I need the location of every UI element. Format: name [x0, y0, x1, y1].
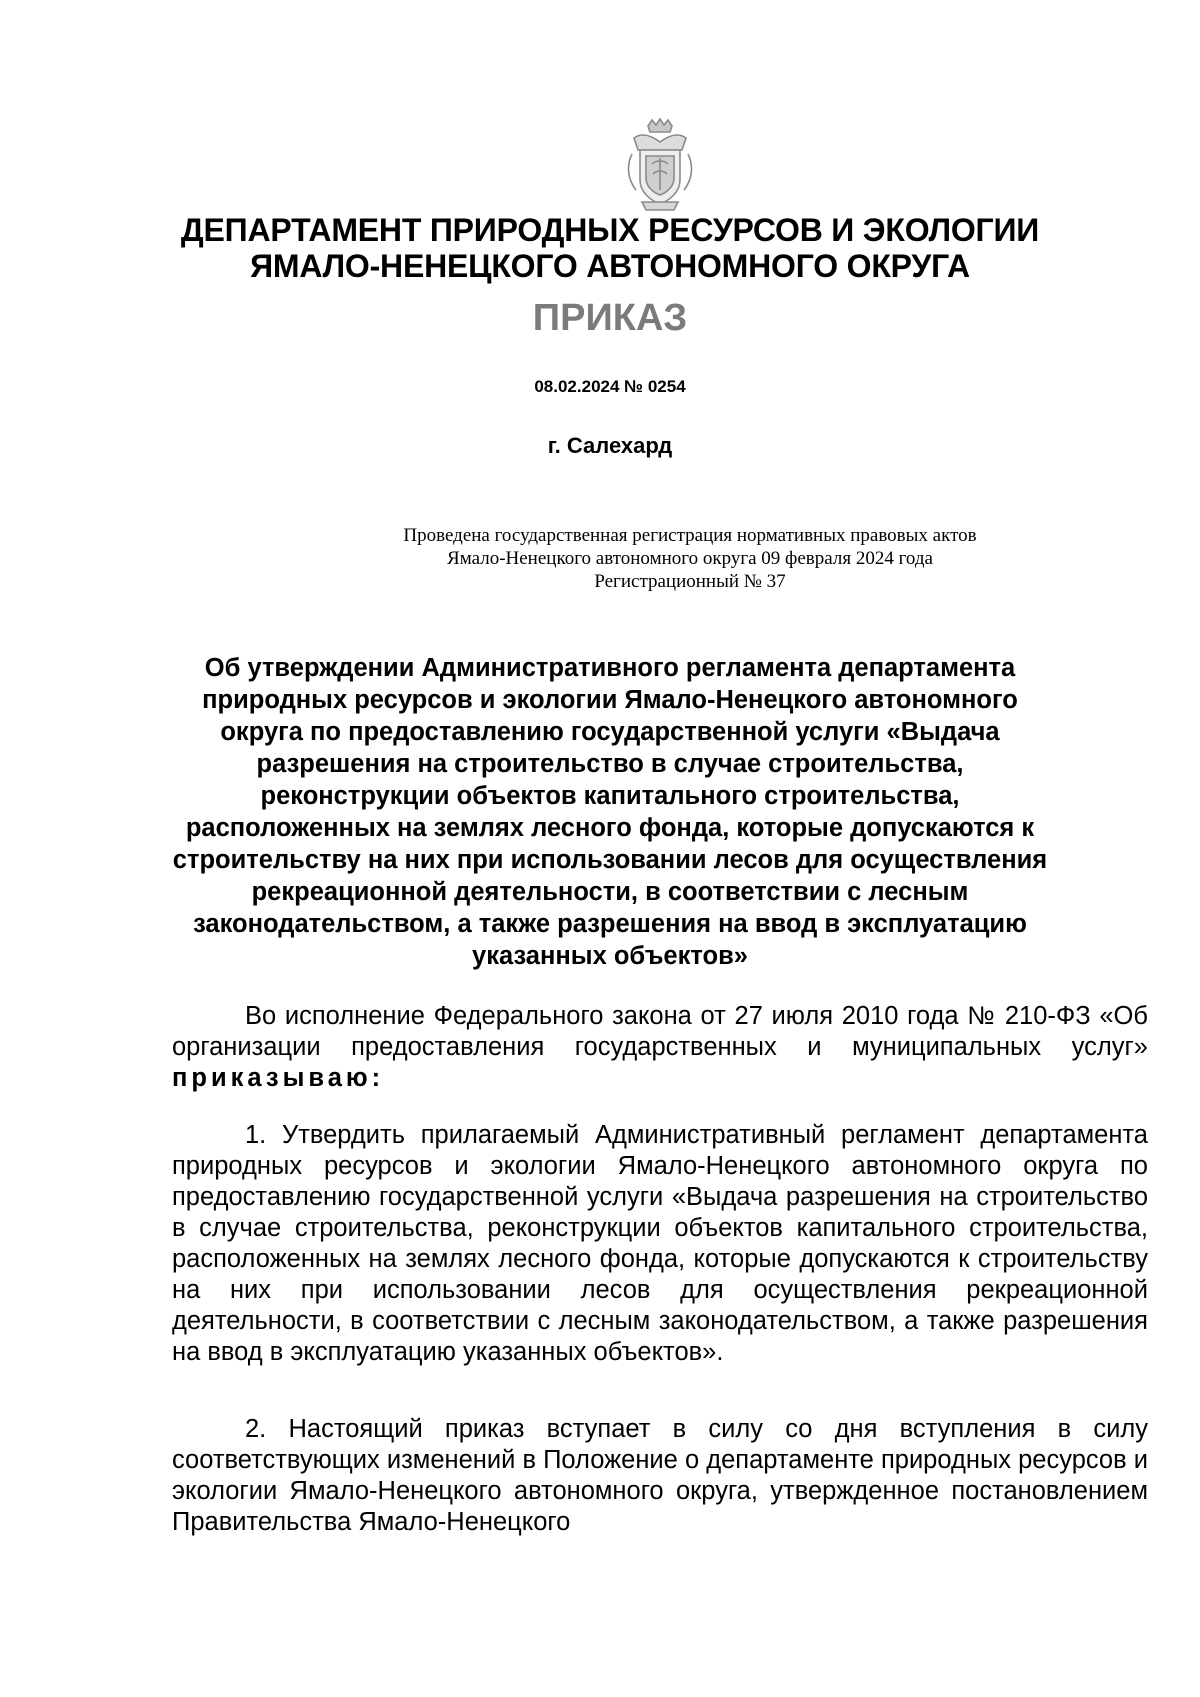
document-type: ПРИКАЗ — [532, 297, 688, 339]
registration-note — [330, 524, 1050, 593]
department-title — [160, 212, 1060, 284]
item-1-paragraph — [172, 1120, 1148, 1368]
document-date-number: 08.02.2024 № 0254 — [534, 377, 686, 396]
registration-line-3: Регистрационный № 37 — [594, 571, 786, 592]
department-title-line-1: ДЕПАРТАМЕНТ ПРИРОДНЫХ РЕСУРСОВ И ЭКОЛОГИИ — [180, 212, 1040, 248]
item-1-text: 1. Утвердить прилагаемый Административный регламент департамента природных ресурсов и экологии Ямало-Ненецкого автономного округа по предоставлению государственной услуги «Выдача разрешения на строительство в случае строительства, реконструкции объектов капитального строительства, расположенных на землях лесного фонда, которые допускаются к строительству на них при использовании лесов для осуществления рекреационной деятельности, в соответствии с лесным законодательством, а также разрешения на ввод в эксплуатацию указанных объектов». — [172, 1121, 1148, 1366]
document-city: г. Салехард — [547, 433, 673, 458]
intro-text: Во исполнение Федерального закона от 27 июля 2010 года № 210-ФЗ «Об организации предоставления государственных и муниципальных услуг» — [172, 1002, 1148, 1061]
order-word: приказываю: — [172, 1064, 385, 1092]
document-subject: Об утверждении Административного регламента департамента природных ресурсов и экологии Ямало-Ненецкого автономного округа по предоставлению государственной услуги «Выдача разрешения на строительство в случае строительства, реконструкции объектов капитального строительства, расположенных на землях лесного фонда, которые допускаются к строительству на них при использовании лесов для осуществления рекреационной деятельности, в соответствии с лесным законодательством, а также разрешения на ввод в эксплуатацию указанных объектов» — [172, 654, 1048, 970]
registration-line-1: Проведена государственная регистрация нормативных правовых актов — [403, 525, 977, 546]
coat-of-arms-icon — [622, 118, 698, 212]
intro-paragraph — [172, 1001, 1148, 1094]
item-2-text: 2. Настоящий приказ вступает в силу со дня вступления в силу соответствующих изменений в Положение о департаменте природных ресурсов и экологии Ямало-Ненецкого автономного округа, утвержденное постановлением Правительства Ямало-Ненецкого — [172, 1415, 1148, 1536]
department-title-line-2: ЯМАЛО-НЕНЕЦКОГО АВТОНОМНОГО ОКРУГА — [250, 248, 970, 284]
registration-line-2: Ямало-Ненецкого автономного округа 09 февраля 2024 года — [447, 548, 933, 569]
item-2-paragraph — [172, 1414, 1148, 1538]
